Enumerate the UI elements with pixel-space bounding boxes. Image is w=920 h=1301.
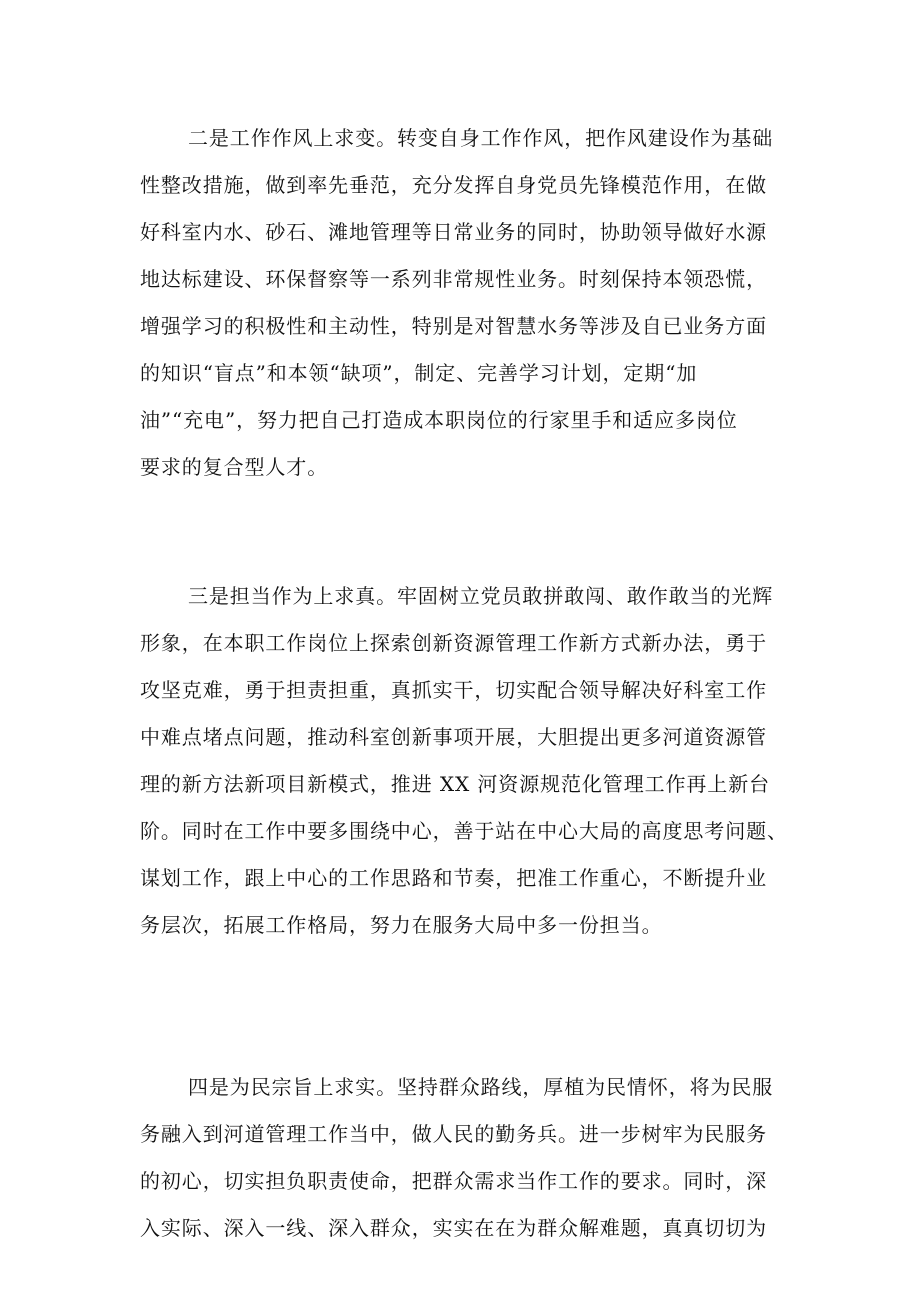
paragraph-line: 地达标建设、环保督察等一系列非常规性业务。时刻保持本领恐慌， (140, 267, 767, 291)
paragraph-line: 要求的复合型人才。 (140, 455, 329, 479)
paragraph-line: 务融入到河道管理工作当中，做人民的勤务兵。进一步树牢为民服务 (140, 1122, 767, 1146)
paragraph-line: 攻坚克难，勇于担责担重，真抓实干，切实配合领导解决好科室工作 (140, 678, 767, 702)
paragraph-line: 二是工作作风上求变。转变自身工作作风，把作风建设作为基础 (188, 126, 774, 150)
paragraph-line: 阶。同时在工作中要多围绕中心，善于站在中心大局的高度思考问题、 (140, 819, 788, 843)
paragraph-line: 性整改措施，做到率先垂范，充分发挥自身党员先锋模范作用，在做 (140, 173, 767, 197)
paragraph-line: 谋划工作，跟上中心的工作思路和节奏，把准工作重心，不断提升业 (140, 866, 767, 890)
paragraph-line: 务层次，拓展工作格局，努力在服务大局中多一份担当。 (140, 913, 663, 937)
paragraph-line: 的知识“盲点”和本领“缺项”，制定、完善学习计划，定期“加 (140, 361, 698, 385)
paragraph-line: 的初心，切实担负职责使命，把群众需求当作工作的要求。同时，深 (140, 1169, 767, 1193)
paragraph-line: 形象，在本职工作岗位上探索创新资源管理工作新方式新办法，勇于 (140, 631, 767, 655)
paragraph-line: 三是担当作为上求真。牢固树立党员敢拼敢闯、敢作敢当的光辉 (188, 584, 774, 608)
paragraph-line: 油”“充电”，努力把自己打造成本职岗位的行家里手和适应多岗位 (140, 408, 738, 432)
paragraph-line: 好科室内水、砂石、滩地管理等日常业务的同时，协助领导做好水源 (140, 220, 767, 244)
paragraph-line: 理的新方法新项目新模式，推进 XX 河资源规范化管理工作再上新台 (140, 772, 770, 796)
paragraph-line: 增强学习的积极性和主动性，特别是对智慧水务等涉及自已业务方面 (140, 314, 767, 338)
paragraph-line: 入实际、深入一线、深入群众，实实在在为群众解难题，真真切切为 (140, 1216, 767, 1240)
paragraph-line: 四是为民宗旨上求实。坚持群众路线，厚植为民情怀，将为民服 (188, 1075, 774, 1099)
paragraph-line: 中难点堵点问题，推动科室创新事项开展，大胆提出更多河道资源管 (140, 725, 767, 749)
